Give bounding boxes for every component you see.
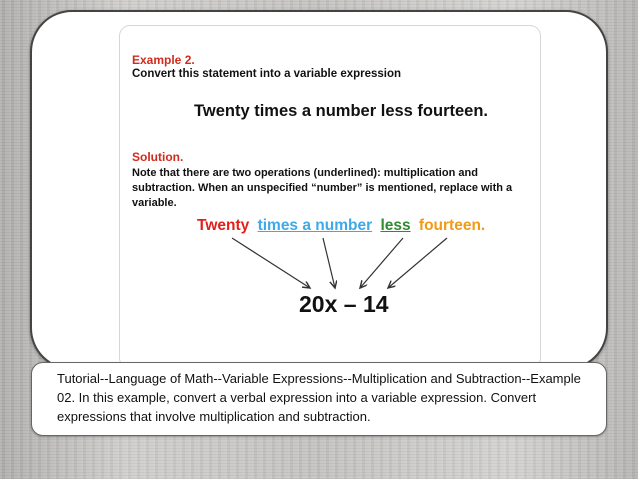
caption-box (31, 362, 607, 436)
word-times-a-number: times a number (257, 217, 373, 234)
slide-card (30, 10, 608, 370)
variable-expression: 20x – 14 (299, 291, 389, 317)
example-heading: Example 2. (132, 53, 195, 67)
word-twenty: Twenty (197, 217, 250, 234)
arrow-twenty (232, 238, 310, 288)
example-instruction: Convert this statement into a variable expression (132, 68, 402, 80)
arrow-times (323, 238, 335, 288)
caption-text: Tutorial--Language of Math--Variable Expressions--Multiplication and Subtraction--Example 02. In this example, convert a verbal expression into a variable expression. Convert expressions that involve multiplication and subtraction. (57, 371, 581, 424)
statement-text: Twenty times a number less fourteen. (194, 102, 489, 120)
word-less: less (380, 217, 411, 234)
word-fourteen: fourteen. (418, 217, 486, 234)
solution-heading: Solution. (132, 150, 184, 164)
slide-image (120, 26, 540, 368)
solution-text: Note that there are two operations (underlined): multiplication and subtraction. When an unspecified “number” is mentioned, replace with a variable. (132, 167, 513, 209)
